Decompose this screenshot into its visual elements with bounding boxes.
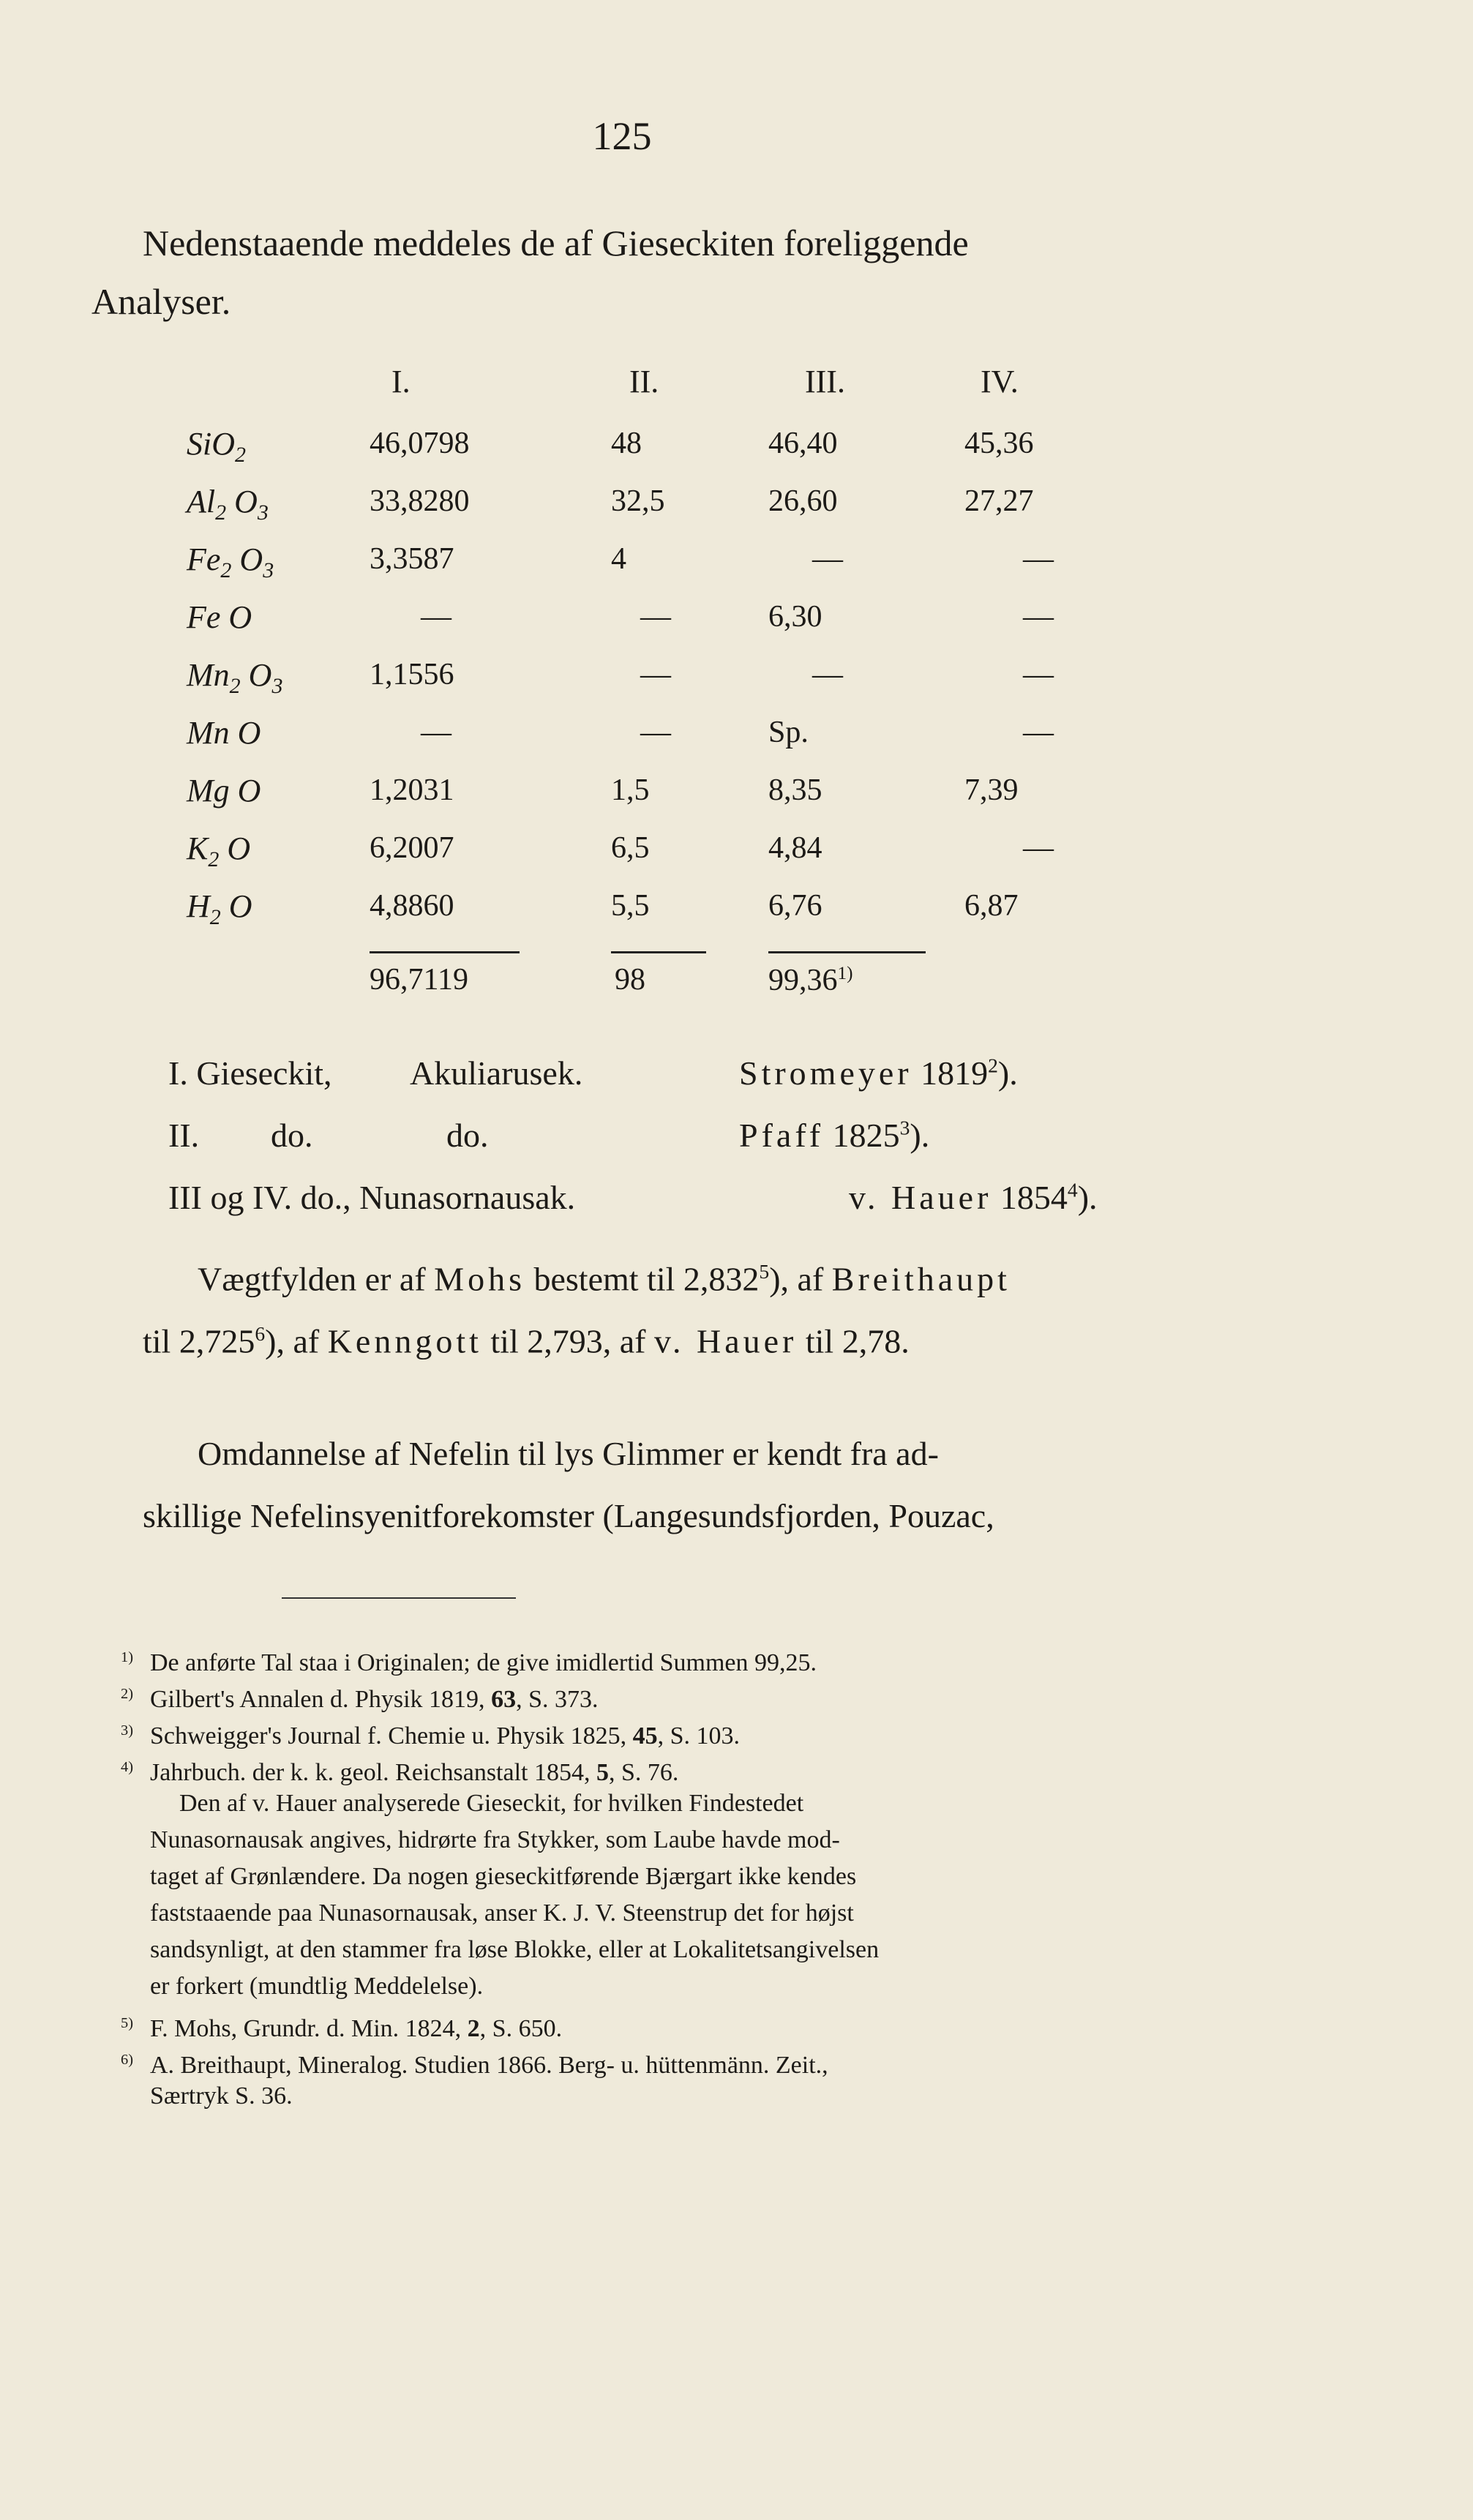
table-cell: —	[640, 600, 671, 634]
sum-rule	[370, 951, 520, 953]
total-cell: 96,7119	[370, 963, 468, 997]
table-cell: 6,87	[964, 889, 1019, 923]
table-cell: —	[1023, 716, 1054, 749]
row-label: $Fe_2$ $O_3$	[187, 541, 274, 582]
intro-line-1: Nedenstaaende meddeles de af Gieseckiten foreliggende	[143, 222, 969, 263]
table-cell: 32,5	[611, 484, 665, 518]
footnote-4-para-line: sandsynligt, at den stammer fra løse Blokke, eller at Lokalitetsangivelsen	[150, 1936, 880, 1963]
source-line-1-loc: Akuliarusek.	[410, 1054, 583, 1092]
row-label: $H_2$ O	[187, 888, 252, 929]
row-label: $K_2$ O	[187, 830, 251, 871]
table-cell: 26,60	[768, 484, 838, 518]
table-cell: 1,1556	[370, 658, 454, 691]
table-cell: —	[1023, 542, 1054, 576]
table-cell: —	[421, 716, 451, 749]
table-cell: 4,84	[768, 831, 822, 865]
source-line-2-do: do.	[271, 1117, 313, 1154]
source-line-3: III og IV. do., Nunasornausak.	[168, 1179, 576, 1216]
table-cell: 7,39	[964, 773, 1019, 807]
table-cell: 4,8860	[370, 889, 454, 923]
column-header: I.	[391, 364, 411, 400]
table-cell: 33,8280	[370, 484, 470, 518]
density-line-1: Vægtfylden er af Mohs bestemt til 2,832$^5$), af Breithaupt	[198, 1260, 1011, 1298]
table-cell: 8,35	[768, 773, 822, 807]
table-cell: 46,0798	[370, 427, 470, 460]
table-cell: Sp.	[768, 716, 809, 749]
footnote-4-para-line: taget af Grønlændere. Da nogen gieseckitførende Bjærgart ikke kendes	[150, 1863, 857, 1890]
page-number: 125	[592, 114, 652, 158]
table-cell: 1,2031	[370, 773, 454, 807]
source-line-2-author: Pfaff 1825$^3$).	[739, 1116, 930, 1154]
table-cell: —	[640, 716, 671, 749]
footnote-4: $^{4)}$ Jahrbuch. der k. k. geol. Reichsanstalt 1854, 5, S. 76.	[121, 1759, 679, 1787]
source-line-2: II.	[168, 1117, 200, 1154]
source-line-1: I. Gieseckit,	[168, 1054, 332, 1092]
footnote-5: $^{5)}$ F. Mohs, Grundr. d. Min. 1824, 2, S. 650.	[121, 2015, 563, 2043]
row-label: Mn O	[187, 715, 261, 751]
table-cell: —	[1023, 658, 1054, 691]
total-cell: 98	[615, 963, 645, 997]
row-label: Fe O	[187, 599, 252, 635]
density-line-2: til 2,725$^6$), af Kenngott til 2,793, af v. Hauer til 2,78.	[143, 1322, 910, 1360]
footnote-separator	[282, 1597, 516, 1599]
intro-paragraph	[91, 214, 1196, 331]
footnote-1: $^{1)}$ De anførte Tal staa i Originalen; de give imidlertid Summen 99,25.	[121, 1649, 817, 1677]
total-cell: 99,36$^{1)}$	[768, 964, 853, 998]
source-line-3-author: v. Hauer 1854$^4$).	[849, 1178, 1098, 1216]
footnote-4-para-line: er forkert (mundtlig Meddelelse).	[150, 1973, 484, 2000]
table-cell: 6,2007	[370, 831, 454, 865]
table-cell: —	[812, 658, 843, 691]
intro-line-2: Analyser.	[91, 281, 231, 322]
row-label: $Mn_2$ $O_3$	[187, 657, 283, 698]
table-cell: 5,5	[611, 889, 650, 923]
source-line-2-loc: do.	[446, 1117, 489, 1154]
column-header: III.	[805, 364, 845, 400]
table-cell: —	[1023, 600, 1054, 634]
row-label: SiO$_2$	[187, 426, 246, 467]
table-cell: 3,3587	[370, 542, 454, 576]
table-cell: —	[640, 658, 671, 691]
table-cell: —	[812, 542, 843, 576]
sum-rule	[768, 951, 926, 953]
table-cell: —	[1023, 831, 1054, 865]
footnote-4-para-line: Nunasornausak angives, hidrørte fra Stykker, som Laube havde mod-	[150, 1826, 840, 1853]
footnote-2: $^{2)}$ Gilbert's Annalen d. Physik 1819, 63, S. 373.	[121, 1686, 599, 1714]
table-cell: 6,76	[768, 889, 822, 923]
table-cell: 48	[611, 427, 642, 460]
table-cell: 4	[611, 542, 626, 576]
table-cell: 6,5	[611, 831, 650, 865]
table-cell: —	[421, 600, 451, 634]
footnote-4-para-line: faststaaende paa Nunasornausak, anser K. J. V. Steenstrup det for højst	[150, 1900, 854, 1927]
table-cell: 46,40	[768, 427, 838, 460]
row-label: $Al_2$ $O_3$	[187, 484, 269, 525]
footnote-6-cont: Særtryk S. 36.	[150, 2082, 293, 2110]
footnote-6: $^{6)}$ A. Breithaupt, Mineralog. Studien 1866. Berg- u. hüttenmänn. Zeit.,	[121, 2052, 828, 2080]
sum-rule	[611, 951, 706, 953]
table-cell: 6,30	[768, 600, 822, 634]
table-cell: 1,5	[611, 773, 650, 807]
column-header: II.	[629, 364, 659, 400]
footnote-4-para-line: Den af v. Hauer analyserede Gieseckit, for hvilken Findestedet	[179, 1790, 804, 1817]
row-label: Mg O	[187, 773, 261, 809]
table-cell: 45,36	[964, 427, 1034, 460]
source-line-1-author: Stromeyer 1819$^2$).	[739, 1054, 1018, 1092]
paragraph-2-line-1: Omdannelse af Nefelin til lys Glimmer er kendt fra ad-	[198, 1435, 939, 1472]
paragraph-2-line-2: skillige Nefelinsyenitforekomster (Langesundsfjorden, Pouzac,	[143, 1497, 994, 1534]
footnote-3: $^{3)}$ Schweigger's Journal f. Chemie u. Physik 1825, 45, S. 103.	[121, 1722, 741, 1750]
table-cell: 27,27	[964, 484, 1034, 518]
column-header: IV.	[981, 364, 1019, 400]
